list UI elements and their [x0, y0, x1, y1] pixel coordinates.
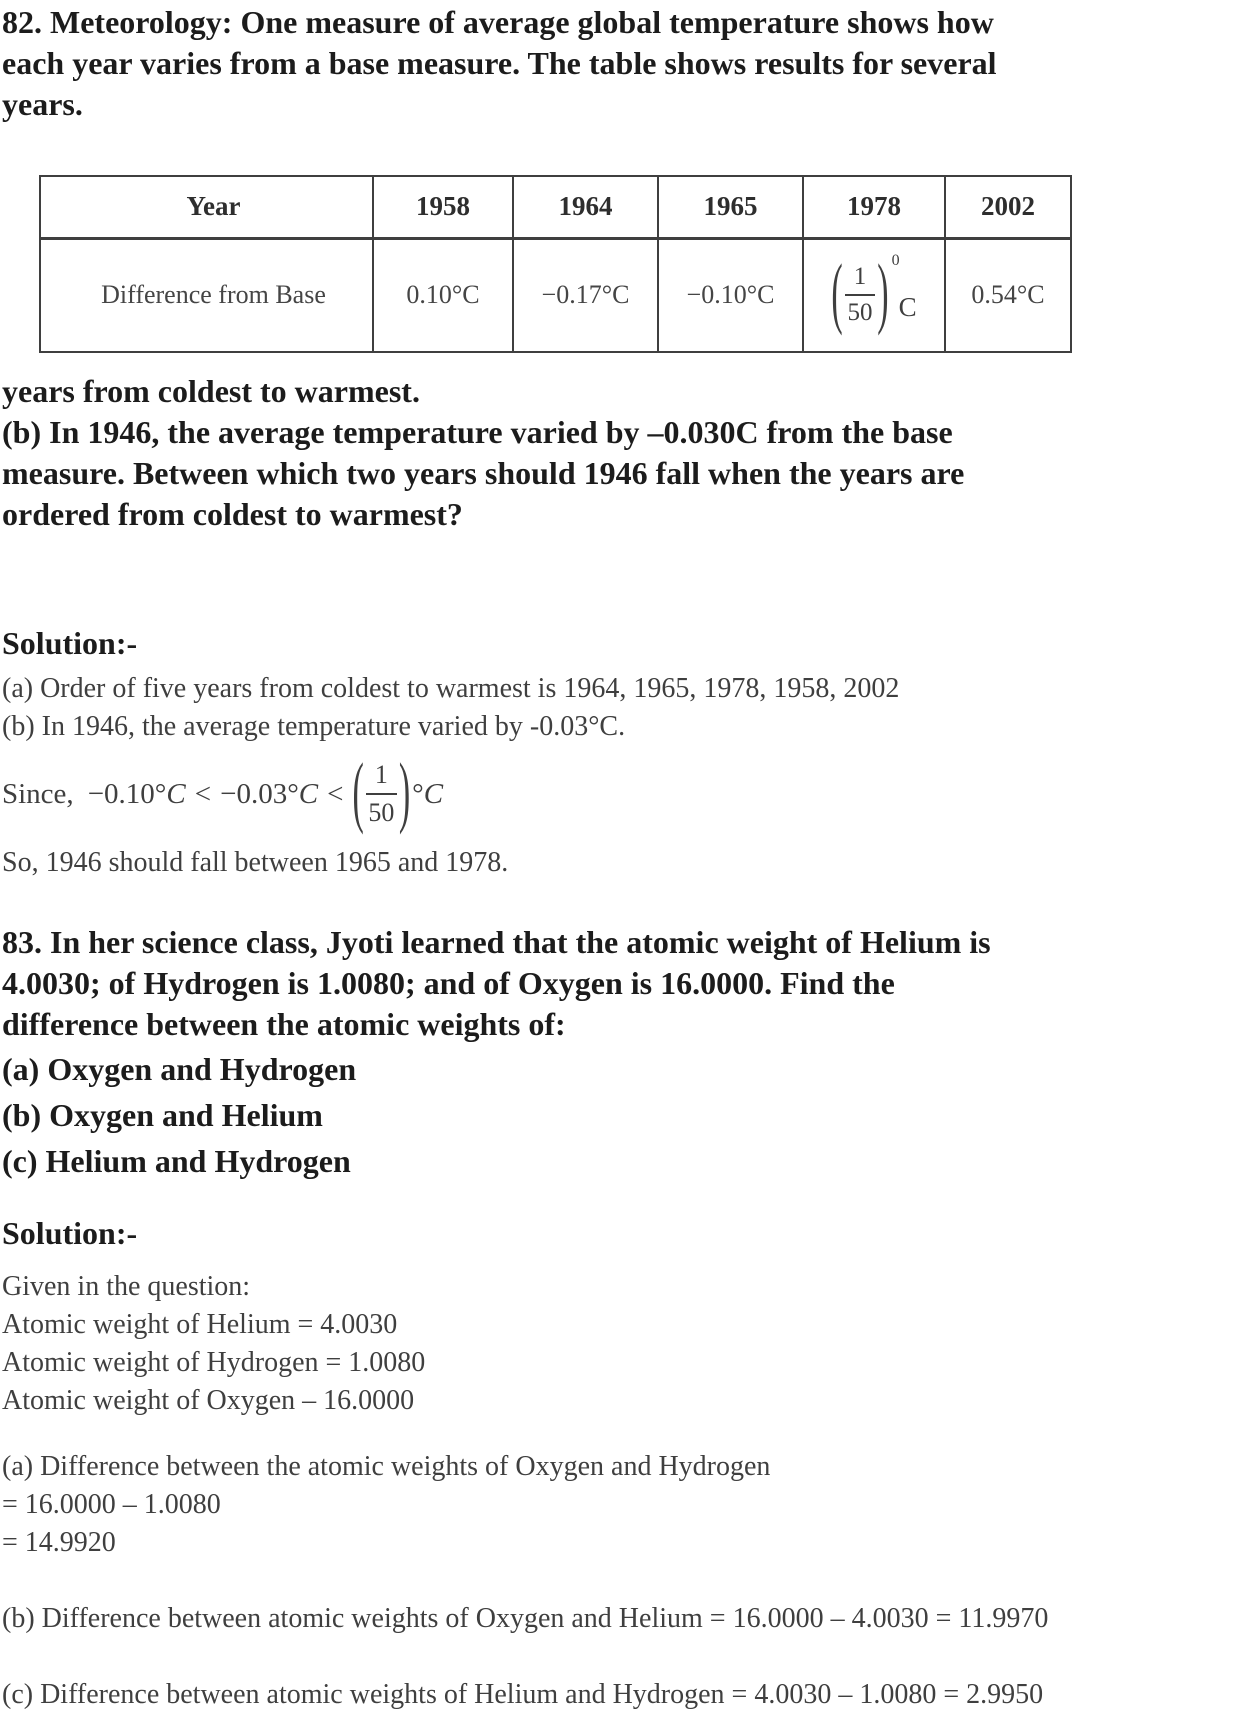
- solution-82-conclusion: So, 1946 should fall between 1965 and 1978.: [2, 847, 509, 878]
- solution-82-part-b: (b) In 1946, the average temperature varied by -0.03°C.: [2, 711, 626, 742]
- table-header-2002: 2002: [945, 176, 1071, 238]
- open-paren: (: [352, 749, 364, 837]
- close-paren: ): [877, 250, 889, 338]
- solution-83-given-oxygen: Atomic weight of Oxygen – 16.0000: [2, 1385, 415, 1416]
- table-row-label: Difference from Base: [40, 238, 373, 352]
- solution-83-part-b-line: (b) Difference between atomic weights of Oxygen and Helium = 16.0000 – 4.0030 = 11.9970: [2, 1603, 1049, 1634]
- term-minus-0-03: −0.03°C: [220, 777, 319, 810]
- less-than-sign: <: [194, 777, 212, 810]
- fraction-stack: [845, 263, 876, 329]
- solution-83-given-helium: Atomic weight of Helium = 4.0030: [2, 1309, 398, 1340]
- question-83-heading-line: difference between the atomic weights of:: [2, 1006, 566, 1042]
- question-82-part-b-line: (b) In 1946, the average temperature varied by –0.030C from the base: [2, 414, 953, 450]
- question-83-heading-line: 83. In her science class, Jyoti learned that the atomic weight of Helium is: [2, 924, 991, 960]
- fraction-one-fiftieth: [831, 250, 917, 338]
- table-cell-1978: [803, 238, 945, 352]
- table-header-1958: 1958: [373, 176, 513, 238]
- close-paren: ): [398, 749, 411, 837]
- variable-c: C: [423, 777, 444, 810]
- question-83-heading-line: 4.0030; of Hydrogen is 1.0080; and of Oxygen is 16.0000. Find the: [2, 965, 895, 1001]
- question-82-heading: [2, 0, 1247, 125]
- less-than-sign: <: [327, 777, 344, 810]
- question-83-heading: [2, 922, 1247, 1045]
- solution-83-part-c-line: (c) Difference between atomic weights of Helium and Hydrogen = 4.0030 – 1.0080 = 2.9950: [2, 1679, 1044, 1710]
- table-header-1978: 1978: [803, 176, 945, 238]
- solution-83-part-a-line: = 16.0000 – 1.0080: [2, 1489, 221, 1520]
- question-82-heading-line: each year varies from a base measure. The table shows results for several: [2, 45, 997, 81]
- table-cell-1965: −0.10°C: [658, 238, 803, 352]
- solution-83-part-a-line: (a) Difference between the atomic weights of Oxygen and Hydrogen: [2, 1451, 771, 1482]
- table-header-1964: 1964: [513, 176, 658, 238]
- question-82-heading-line: 82. Meteorology: One measure of average global temperature shows how: [2, 4, 994, 40]
- solution-83-label: Solution:-: [2, 1215, 138, 1251]
- solution-82-inequality: [2, 750, 1247, 838]
- table-data-row: [40, 238, 1071, 352]
- question-83-part-c: (c) Helium and Hydrogen: [2, 1143, 351, 1179]
- degree-exponent: 0: [891, 252, 900, 270]
- degree-celsius-unit: °C: [412, 777, 444, 810]
- table-cell-2002: 0.54°C: [945, 238, 1071, 352]
- fraction-numerator: 1: [366, 760, 397, 795]
- question-82-part-b-line: ordered from coldest to warmest?: [2, 496, 463, 532]
- celsius-unit: C: [898, 291, 917, 322]
- question-82-part-b-line: measure. Between which two years should 1946 fall when the years are: [2, 455, 965, 491]
- fraction-denominator: 50: [847, 299, 873, 327]
- solution-83-given-hydrogen: Atomic weight of Hydrogen = 1.0080: [2, 1347, 426, 1378]
- solution-83-given-intro: Given in the question:: [2, 1271, 251, 1302]
- term-minus-0-10: −0.10°C: [87, 777, 186, 810]
- question-83-part-a: (a) Oxygen and Hydrogen: [2, 1051, 357, 1087]
- question-82-part-b: [2, 412, 1247, 535]
- table-cell-1964: −0.17°C: [513, 238, 658, 352]
- solution-82-label: Solution:-: [2, 625, 138, 661]
- close-paren-with-exponent: [877, 250, 900, 338]
- solution-83-part-a-line: = 14.9920: [2, 1527, 116, 1558]
- question-82-part-a-tail: years from coldest to warmest.: [2, 373, 420, 409]
- fraction-stack: [366, 760, 397, 828]
- since-prefix: Since,: [2, 777, 74, 810]
- table-header-year-label: Year: [40, 176, 373, 238]
- fraction-numerator: 1: [845, 263, 876, 297]
- variable-c: C: [298, 777, 319, 810]
- solution-82-part-a: (a) Order of five years from coldest to warmest is 1964, 1965, 1978, 1958, 2002: [2, 673, 900, 704]
- table-cell-1958: 0.10°C: [373, 238, 513, 352]
- table-header-1965: 1965: [658, 176, 803, 238]
- question-82-heading-line: years.: [2, 86, 83, 122]
- variable-c: C: [166, 777, 186, 810]
- table-header-row: [40, 176, 1071, 238]
- fraction-denominator: 50: [368, 798, 395, 827]
- temperature-difference-table: [39, 175, 1072, 353]
- question-83-part-b: (b) Oxygen and Helium: [2, 1097, 323, 1133]
- open-paren: (: [831, 250, 843, 338]
